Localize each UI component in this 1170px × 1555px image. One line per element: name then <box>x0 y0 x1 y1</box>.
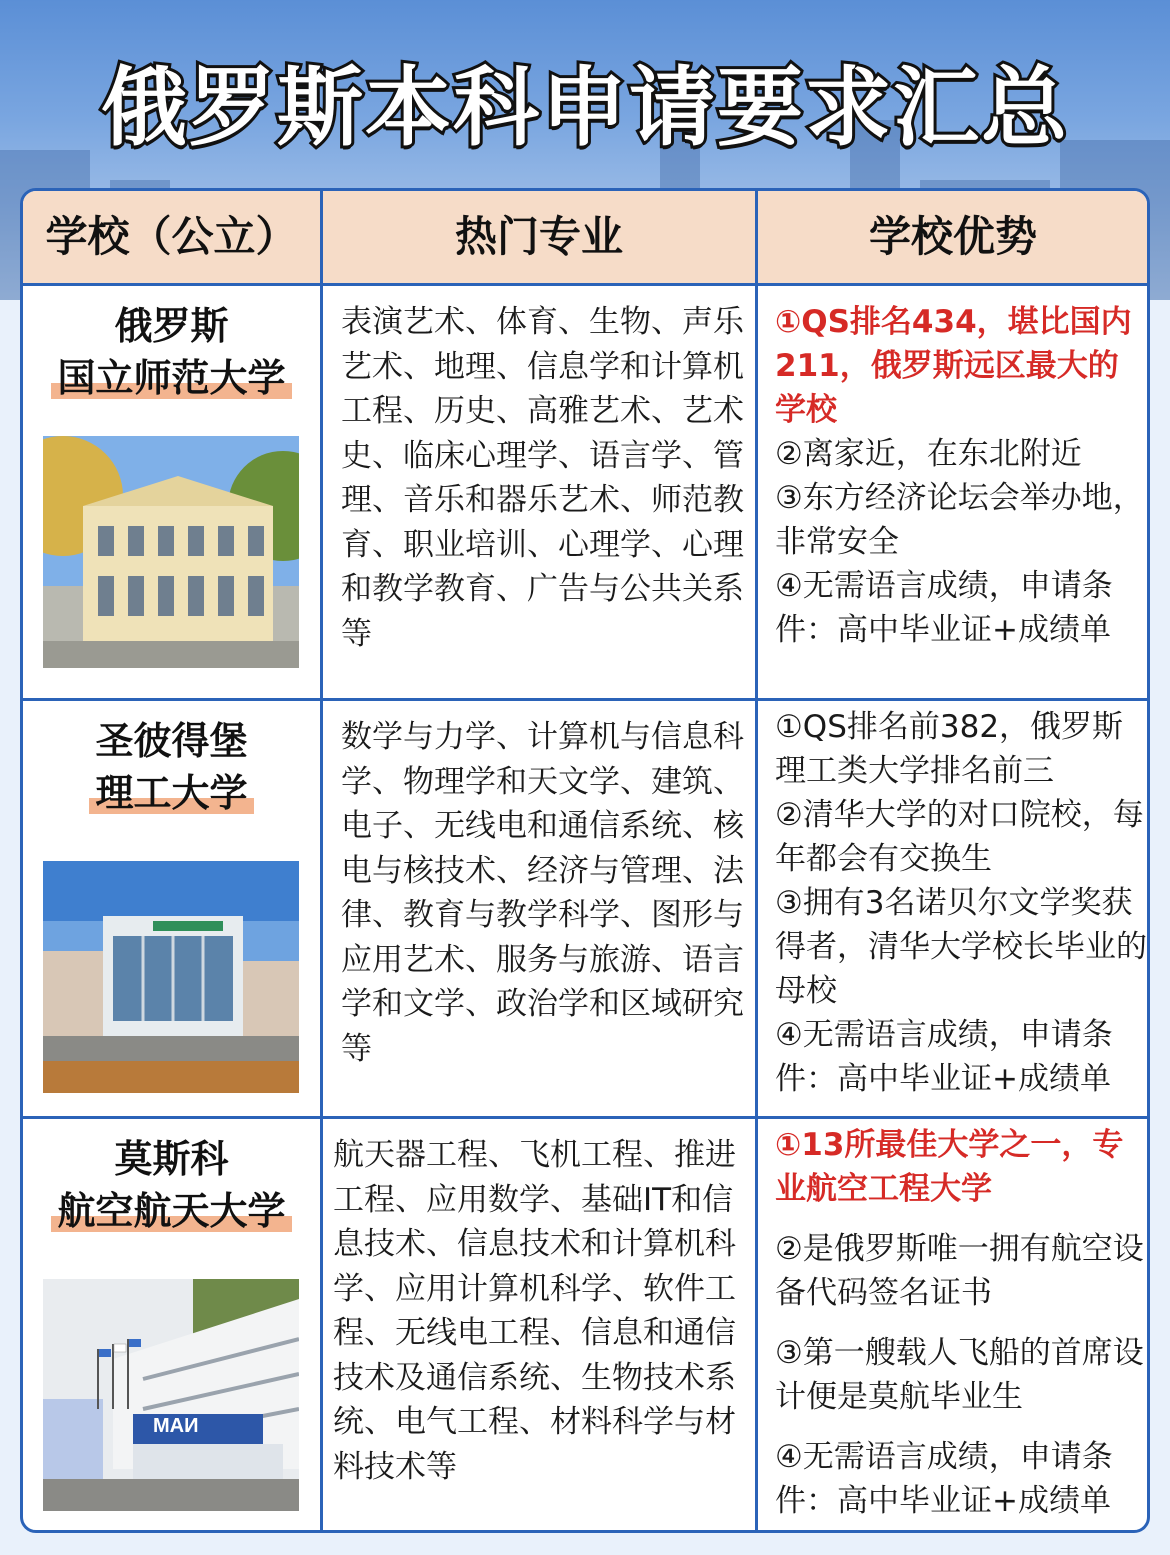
header-school: 学校（公立） <box>45 212 298 261</box>
campus-building-flags-icon <box>43 1279 299 1511</box>
school-name-line1: 圣彼得堡 <box>95 719 248 763</box>
advantages-list <box>775 300 1147 652</box>
advantage-item: ④无需语言成绩，申请条件：高中毕业证+成绩单 <box>775 1439 1113 1519</box>
page-title: 俄罗斯本科申请要求汇总 <box>101 58 1069 158</box>
advantage-item: ②清华大学的对口院校，每年都会有交换生 <box>775 797 1144 877</box>
school-name-line2: 国立师范大学 <box>51 352 291 404</box>
advantage-item: ①QS排名434，堪比国内211，俄罗斯远区最大的学校 <box>775 304 1132 428</box>
majors-text: 航天器工程、飞机工程、推进工程、应用数学、基础IT和信息技术、信息技术和计算机科学、应用计算机科学、软件工程、无线电工程、信息和通信技术及通信系统、生物技术系统、电气工程、材料科学与材料技术等 <box>333 1137 736 1485</box>
advantage-item: ④无需语言成绩，申请条件：高中毕业证+成绩单 <box>775 1017 1113 1097</box>
photo-sign: МАИ <box>153 1415 199 1437</box>
comparison-table <box>20 188 1150 1533</box>
school-name <box>23 715 320 819</box>
school-name-line1: 俄罗斯 <box>114 304 229 348</box>
advantages-list <box>775 1123 1147 1523</box>
header-advantages: 学校优势 <box>868 212 1037 261</box>
advantage-item: ③第一艘载人飞船的首席设计便是莫航毕业生 <box>775 1335 1144 1415</box>
majors-text: 表演艺术、体育、生物、声乐艺术、地理、信息学和计算机工程、历史、高雅艺术、艺术史、临床心理学、语言学、管理、音乐和器乐艺术、师范教育、职业培训、心理学、心理和教学教育、广告与公共关系等 <box>341 304 744 652</box>
table-row <box>23 286 1147 698</box>
advantage-item: ③东方经济论坛会举办地，非常安全 <box>775 480 1144 560</box>
advantage-item: ②是俄罗斯唯一拥有航空设备代码签名证书 <box>775 1231 1144 1311</box>
classical-yellow-building-icon <box>43 436 299 668</box>
school-name-line2: 理工大学 <box>89 767 253 819</box>
advantage-item: ①13所最佳大学之一，专业航空工程大学 <box>775 1127 1124 1207</box>
majors-text: 数学与力学、计算机与信息科学、物理学和天文学、建筑、电子、无线电和通信系统、核电与核技术、经济与管理、法律、教育与教学科学、图形与应用艺术、服务与旅游、语言学和文学、政治学和区域研究等 <box>341 719 744 1067</box>
table-row <box>23 1119 1147 1533</box>
advantage-item: ④无需语言成绩，申请条件：高中毕业证+成绩单 <box>775 568 1113 648</box>
advantages-list <box>775 705 1147 1101</box>
table-header <box>23 191 1147 286</box>
table-row <box>23 701 1147 1116</box>
school-name-line1: 莫斯科 <box>114 1137 229 1181</box>
school-name <box>23 300 320 404</box>
advantage-item: ②离家近，在东北附近 <box>775 436 1082 472</box>
advantage-item: ③拥有3名诺贝尔文学奖获得者，清华大学校长毕业的母校 <box>775 885 1147 1009</box>
school-name <box>23 1133 320 1237</box>
advantage-item: ①QS排名前382，俄罗斯理工类大学排名前三 <box>775 709 1124 789</box>
school-name-line2: 航空航天大学 <box>51 1185 291 1237</box>
header-majors: 热门专业 <box>454 212 623 261</box>
modern-glass-building-icon <box>43 861 299 1093</box>
